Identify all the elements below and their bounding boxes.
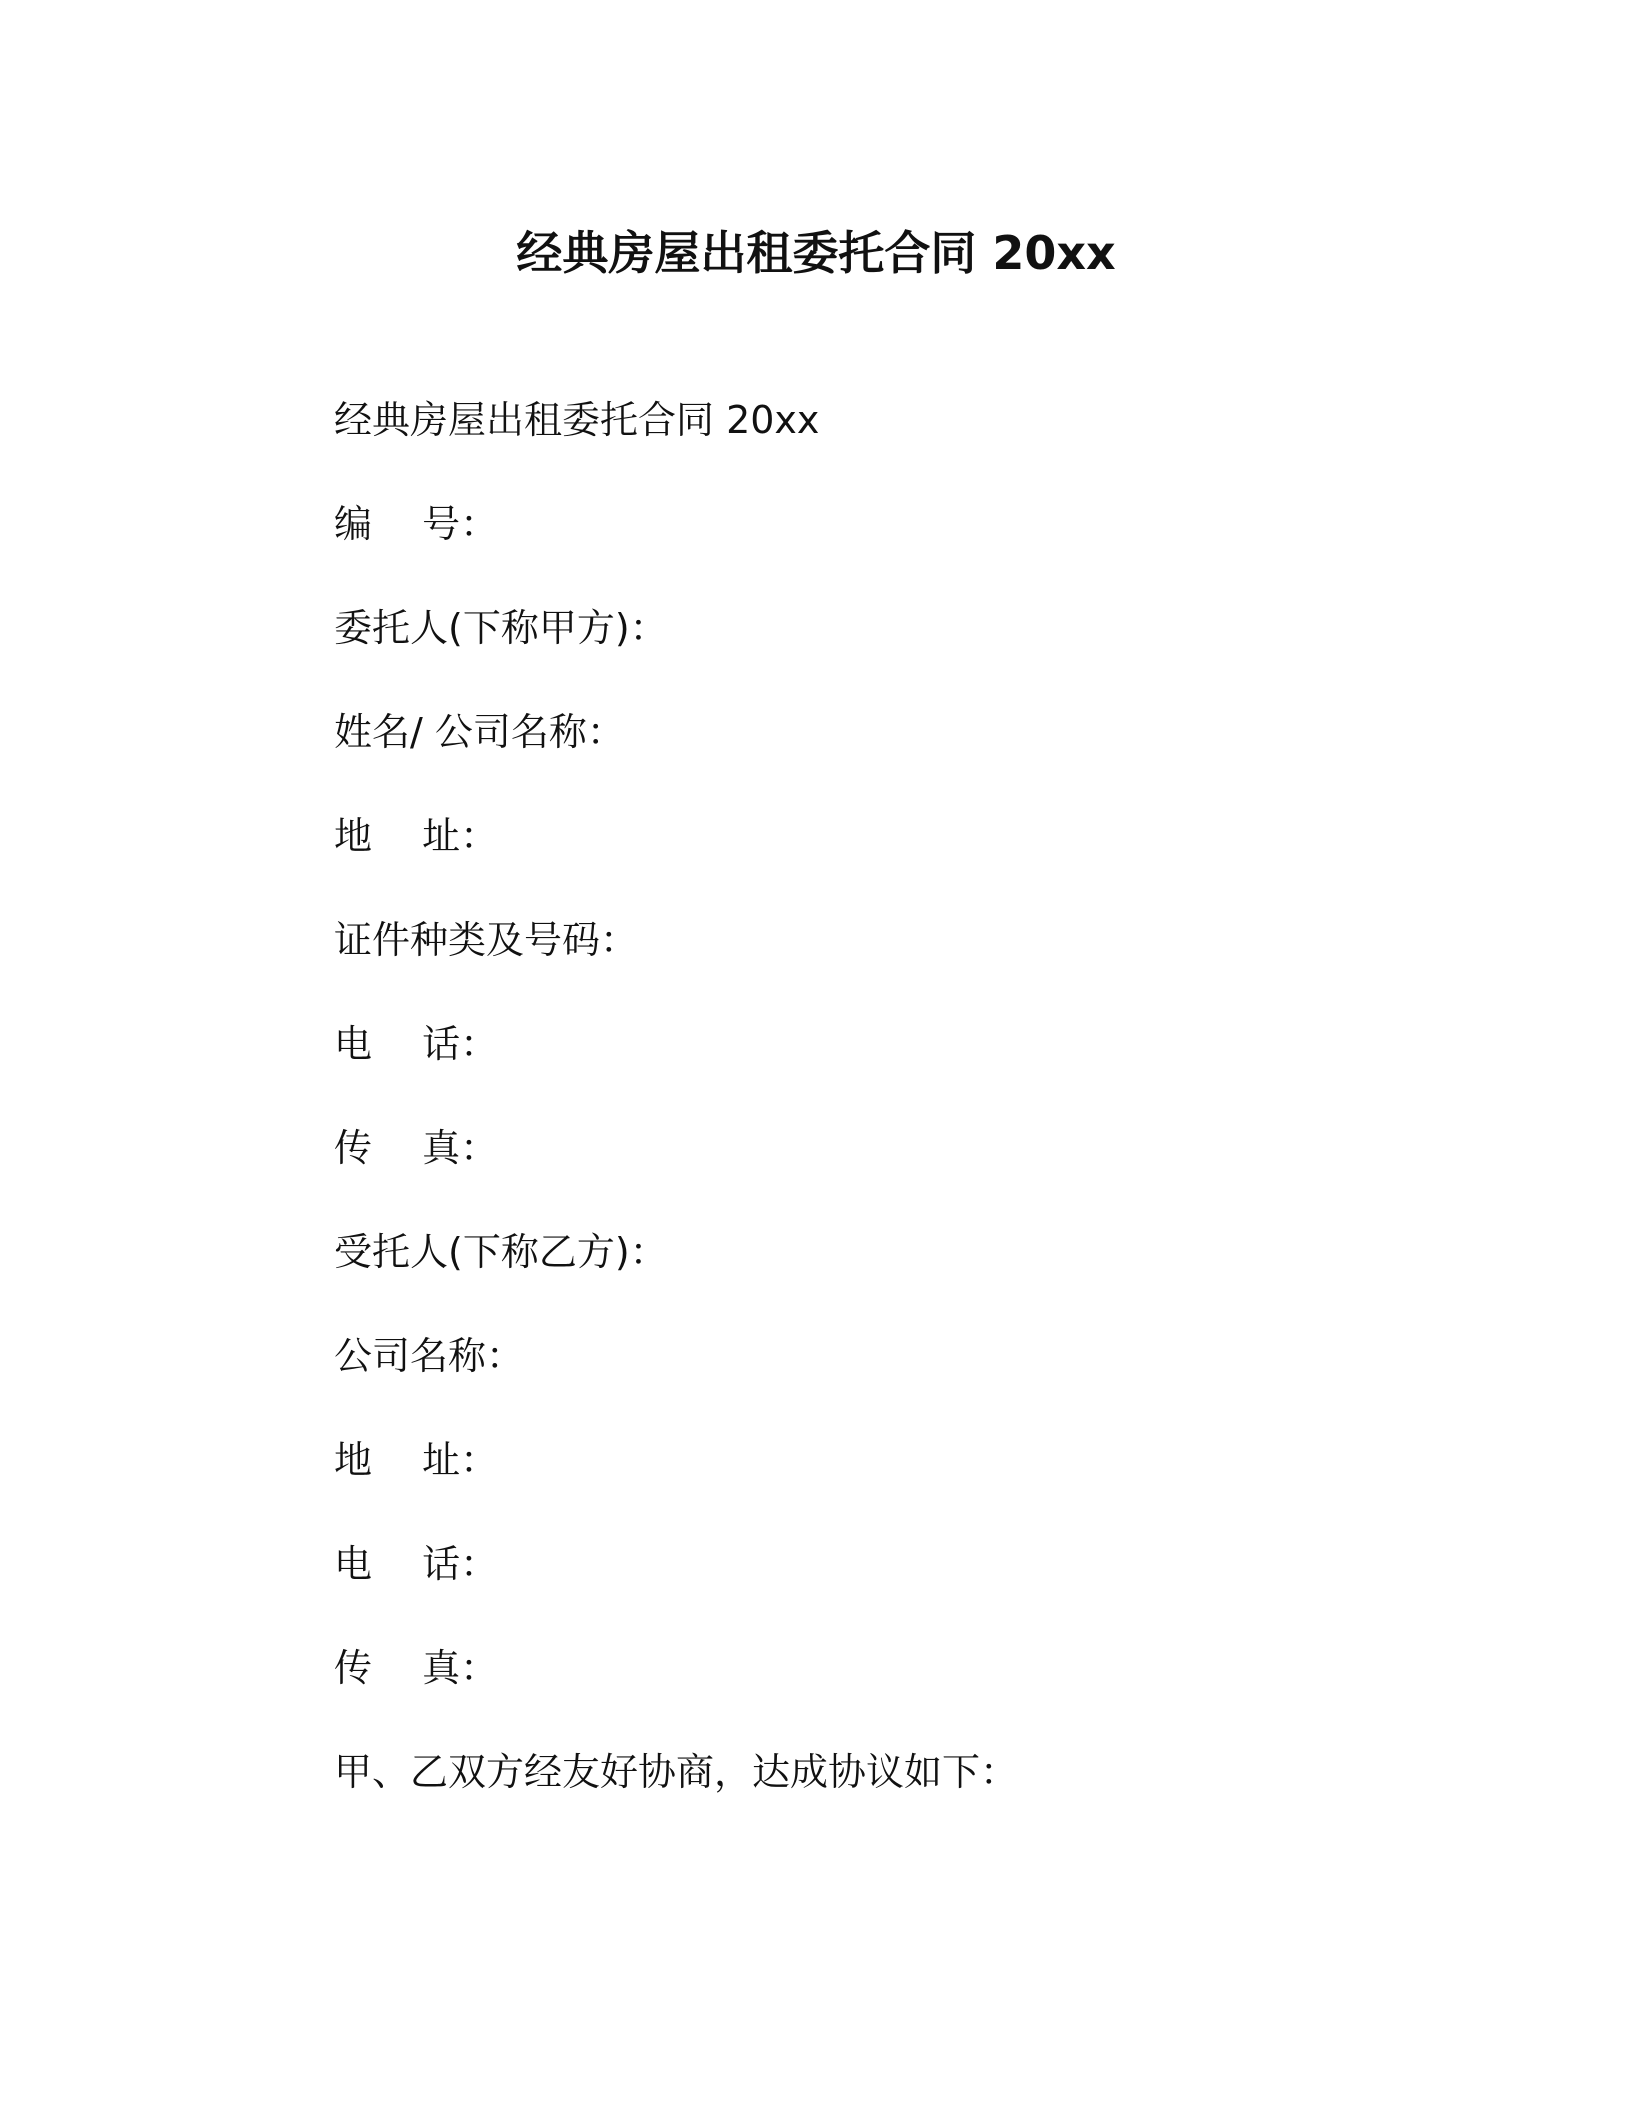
field-party-b-fax: 传 真： [334, 1646, 499, 1690]
field-party-a-phone: 电 话： [334, 1022, 499, 1066]
field-party-a-fax: 传 真： [334, 1126, 499, 1170]
party-b-heading: 受托人(下称乙方)： [334, 1230, 668, 1274]
field-party-b-phone: 电 话： [334, 1542, 499, 1586]
field-number: 编 号： [334, 502, 499, 546]
field-party-b-company: 公司名称： [334, 1334, 525, 1378]
agreement-intro: 甲、乙双方经友好协商，达成协议如下： [334, 1750, 1019, 1794]
field-party-a-id: 证件种类及号码： [334, 918, 639, 962]
field-party-a-address: 地 址： [334, 814, 499, 858]
subtitle-line: 经典房屋出租委托合同 20xx [334, 398, 820, 442]
field-party-b-address: 地 址： [334, 1438, 499, 1482]
field-party-a-name: 姓名/ 公司名称： [334, 710, 625, 754]
document-title: 经典房屋出租委托合同 20xx [516, 226, 1116, 280]
document-body [334, 390, 1434, 1846]
party-a-heading: 委托人(下称甲方)： [334, 606, 668, 650]
